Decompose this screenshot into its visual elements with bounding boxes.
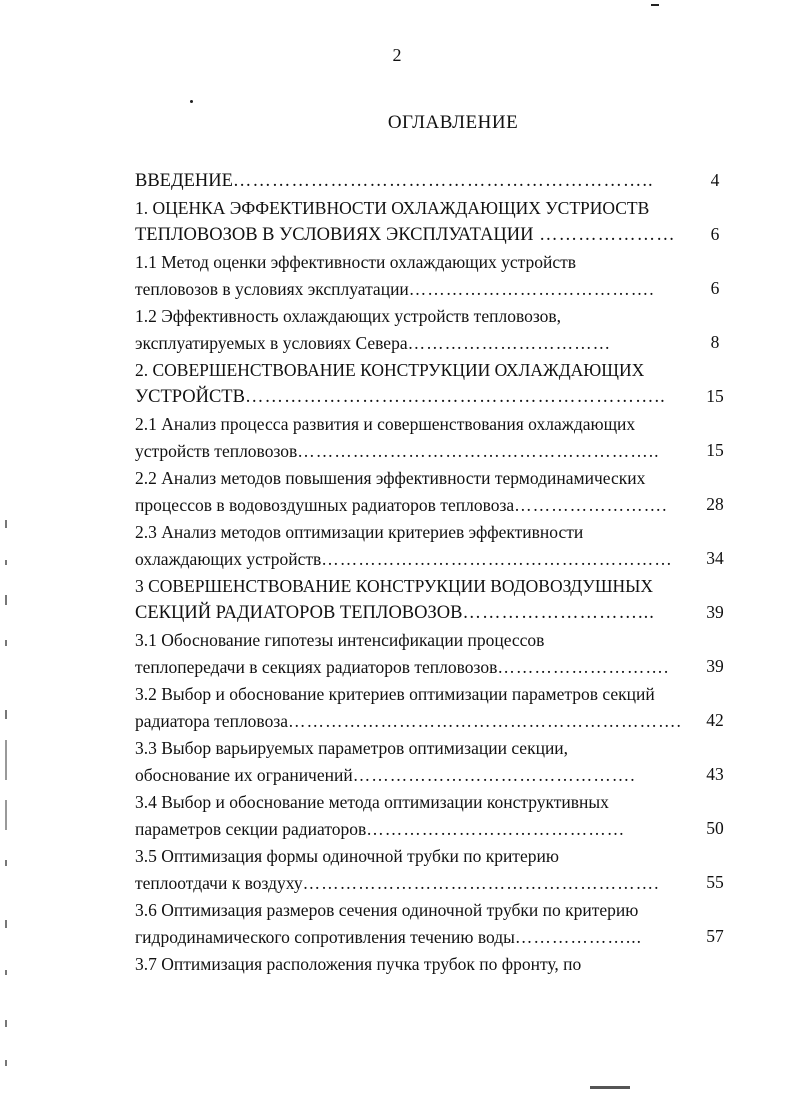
toc-entry-text: эксплуатируемых в условиях Севера (135, 333, 408, 353)
toc-entry-text: 3.7 Оптимизация расположения пучка трубок по фронту, по (135, 954, 582, 974)
toc-page-number: 39 (706, 602, 724, 622)
toc-entry-text: 1.2 Эффективность охлаждающих устройств тепловозов, (135, 306, 562, 326)
toc-page-number: 50 (706, 818, 724, 838)
toc-entry-text: теплоотдачи к воздуху (135, 873, 303, 893)
toc-entry-line (135, 681, 735, 707)
toc-page-number: 8 (710, 332, 720, 352)
toc-entry-line (135, 816, 695, 842)
toc-page-number: 43 (706, 764, 724, 784)
toc-dot-leader: ………………………………………………….. (297, 441, 660, 461)
toc-dot-leader: ………………………... (462, 603, 655, 623)
toc-entry-line (135, 600, 695, 626)
toc-entry-text: радиатора тепловоза (135, 711, 288, 731)
toc-entry-line (135, 924, 695, 950)
toc-page-number: 15 (706, 440, 724, 460)
toc-entry-line (135, 438, 695, 464)
toc-entry-line (135, 546, 695, 572)
toc-page-number: 42 (706, 710, 724, 730)
toc-entry-text: СЕКЦИЙ РАДИАТОРОВ ТЕПЛОВОЗОВ (135, 603, 463, 623)
toc-entry-text: ВВЕДЕНИЕ (135, 171, 233, 191)
toc-entry-text: параметров секции радиаторов (135, 819, 367, 839)
toc-entry-text: теплопередачи в секциях радиаторов тепловозов (135, 657, 498, 677)
toc-entry-text: процессов в водовоздушных радиаторов тепловоза (135, 495, 515, 515)
toc-entry-line (135, 843, 735, 869)
toc-dot-leader: …………………………………. (408, 279, 655, 299)
toc-entry-text: 3.4 Выбор и обоснование метода оптимизации конструктивных (135, 792, 609, 812)
toc-entry-line (135, 762, 695, 788)
toc-entry-text: УСТРОЙСТВ (135, 387, 245, 407)
scan-speck (651, 4, 659, 6)
toc-entry-line (135, 411, 735, 437)
toc-entry-line (135, 897, 735, 923)
toc-entry-text: ТЕПЛОВОЗОВ В УСЛОВИЯХ ЭКСПЛУАТАЦИИ (135, 225, 534, 245)
toc-entry-text: 1. ОЦЕНКА ЭФФЕКТИВНОСТИ ОХЛАЖДАЮЩИХ УСТРИОСТВ (135, 198, 650, 218)
toc-entry-text: 2.2 Анализ методов повышения эффективности термодинамических (135, 468, 646, 488)
toc-page-number: 6 (710, 278, 720, 298)
toc-entry-line (135, 654, 695, 680)
page-title: ОГЛАВЛЕНИЕ (387, 112, 519, 133)
toc-entry-line (135, 195, 735, 221)
toc-entry-line (135, 708, 695, 734)
toc-dot-leader: …………………………………… (366, 819, 626, 839)
toc-page-number: 4 (710, 170, 720, 190)
toc-entry-line (135, 951, 735, 977)
toc-entry-text: 2. СОВЕРШЕНСТВОВАНИЕ КОНСТРУКЦИИ ОХЛАЖДАЮЩИХ (135, 360, 645, 380)
toc-dot-leader: …………………………… (407, 333, 612, 353)
toc-page-number: 15 (706, 386, 724, 406)
toc-entry-text: охлаждающих устройств (135, 549, 322, 569)
page-number: 2 (392, 45, 402, 65)
toc-dot-leader: ……………………………………………………….. (232, 171, 654, 191)
toc-entry-text: 3.5 Оптимизация формы одиночной трубки по критерию (135, 846, 559, 866)
toc-entry-line (135, 249, 735, 275)
toc-dot-leader: ………………… (533, 225, 676, 245)
toc-page-number: 39 (706, 656, 724, 676)
toc-entry-text: 2.3 Анализ методов оптимизации критериев эффективности (135, 522, 584, 542)
toc-page-number: 57 (706, 926, 724, 946)
toc-entry-text: 3 СОВЕРШЕНСТВОВАНИЕ КОНСТРУКЦИИ ВОДОВОЗДУШНЫХ (135, 576, 654, 596)
toc-entry-line (135, 357, 735, 383)
scan-margin-artifacts (2, 500, 14, 1090)
scan-bottom-mark (590, 1086, 630, 1089)
toc-entry-line (135, 789, 735, 815)
toc-entry-line (135, 168, 695, 194)
toc-entry-text: гидродинамического сопротивления течению воды (135, 927, 515, 947)
toc-page-number: 55 (706, 872, 724, 892)
toc-entry-line (135, 735, 735, 761)
toc-entry-text: обоснование их ограничений (135, 765, 353, 785)
toc-entry-line (135, 222, 695, 248)
toc-entry-line (135, 303, 735, 329)
toc-entry-line (135, 573, 735, 599)
toc-entry-text: 3.1 Обоснование гипотезы интенсификации процессов (135, 630, 545, 650)
toc-entry-text: 1.1 Метод оценки эффективности охлаждающих устройств (135, 252, 577, 272)
scan-speck (190, 100, 193, 103)
toc-page-number: 28 (706, 494, 724, 514)
toc-dot-leader: ………………………………………………………. (288, 711, 682, 731)
toc-dot-leader: ……………………………………………………….. (244, 387, 666, 407)
toc-dot-leader: ………………………. (497, 657, 670, 677)
toc-dot-leader: …………………………………………………. (302, 873, 660, 893)
toc-entry-text: 2.1 Анализ процесса развития и совершенствования охлаждающих (135, 414, 636, 434)
toc-entry-line (135, 465, 735, 491)
toc-dot-leader: ……………………. (514, 495, 668, 515)
toc-page-number: 6 (710, 224, 720, 244)
toc-entry-line (135, 384, 695, 410)
toc-dot-leader: ………………………………………………… (321, 549, 673, 569)
toc-entry-line (135, 627, 735, 653)
toc-dot-leader: ………………... (514, 927, 643, 947)
toc-entry-line (135, 330, 695, 356)
toc-entry-text: устройств тепловозов (135, 441, 298, 461)
toc-entry-line (135, 492, 695, 518)
toc-entry-text: 3.3 Выбор варьируемых параметров оптимизации секции, (135, 738, 569, 758)
toc-entry-text: 3.2 Выбор и обоснование критериев оптимизации параметров секций (135, 684, 655, 704)
toc-page-number: 34 (706, 548, 724, 568)
toc-entry-text: тепловозов в условиях эксплуатации (135, 279, 409, 299)
toc-dot-leader: ………………………………………. (352, 765, 636, 785)
toc-entry-line (135, 276, 695, 302)
toc-entry-text: 3.6 Оптимизация размеров сечения одиночной трубки по критерию (135, 900, 639, 920)
toc-entry-line (135, 870, 695, 896)
toc-entry-line (135, 519, 735, 545)
